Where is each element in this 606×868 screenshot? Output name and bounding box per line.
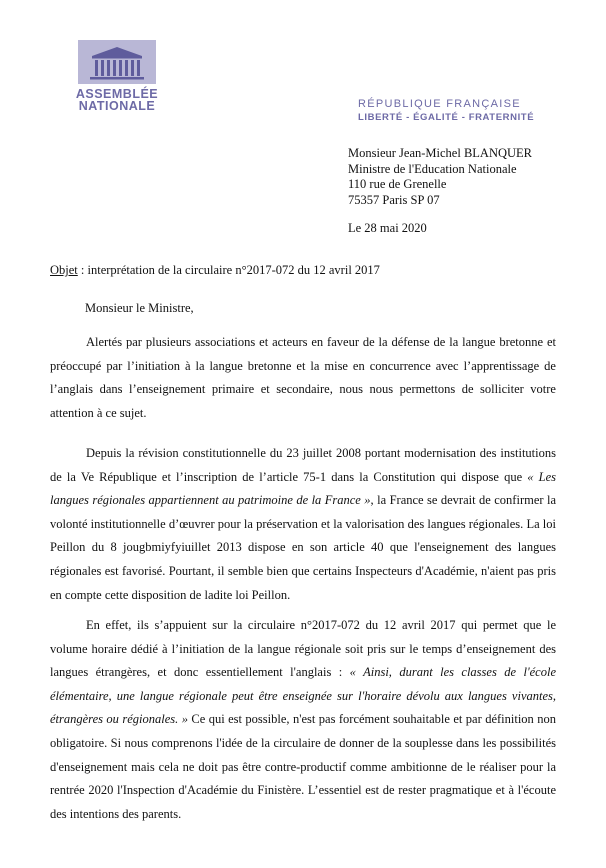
paragraph-2-text-a: Depuis la révision constitutionnelle du 23 juillet 2008 portant modernisation des institutions de la Ve République et l’inscription de l’article 75-1 dans la Constitution qui dispose que	[50, 446, 556, 484]
paragraph-3-text-b: Ce qui est possible, n'est pas forcément souhaitable et par définition non obligatoire. Si nous comprenons l'idée de la circulaire de donner de la souplesse dans les possibilités d'enseignement mais cela ne doit pas être contre-productif comme ambitionne de le réaliser pour la rentrée 2020 l'Inspection d'Académie du Finistère. L’essentiel est de rester pragmatique et à l'écoute des intentions des parents.	[50, 712, 556, 821]
subject-line	[50, 263, 380, 278]
logo-name-line1: ASSEMBLÉE	[75, 87, 159, 101]
logo-name-line2: NATIONALE	[78, 99, 156, 113]
logo-name	[72, 88, 162, 112]
paragraph-2	[50, 442, 556, 607]
paragraph-3-quote: « Ainsi, durant les classes de l'école élémentaire, une langue régionale peut être enseignée sur l'horaire dévolu aux langues vivantes, étrangères ou régionales. »	[50, 665, 556, 727]
paragraph-3	[50, 614, 556, 826]
letter-date: Le 28 mai 2020	[348, 221, 427, 235]
paragraph-1: Alertés par plusieurs associations et acteurs en faveur de la défense de la langue bretonne et préoccupé par l’initiation à la langue bretonne et la mise en concurrence avec l’apprentissage de l’anglais dans l’enseignement primaire et secondaire, nous nous permettons de solliciter votre attention à ce sujet.	[50, 335, 556, 420]
hemicycle-building-icon	[78, 40, 156, 84]
republique-header	[358, 98, 534, 124]
paragraph-3-text-a: En effet, ils s’appuient sur la circulaire n°2017-072 du 12 avril 2017 qui permet que le volume horaire dédié à l’initiation de la langue régionale soit pris sur le temps d’enseignement des langues étrangères, et donc essentiellement l'anglais :	[50, 618, 556, 680]
recipient-name: Monsieur Jean-Michel BLANQUER	[348, 146, 532, 160]
republique-name: RÉPUBLIQUE FRANÇAISE	[358, 98, 521, 110]
republique-motto: LIBERTÉ - ÉGALITÉ - FRATERNITÉ	[358, 112, 535, 123]
subject-text: : interprétation de la circulaire n°2017-072 du 12 avril 2017	[77, 263, 380, 277]
paragraph-2-text-b: , la France se devrait de confirmer la volonté institutionnelle d’œuvrer pour la préservation et la valorisation des langues régionales. La loi Peillon du 8 jougbmiyfyiuillet 2013 dispose en son article 40 que l'enseignement des langues régionales est favorisé. Pourtant, il semble bien que certains Inspecteurs d'Académie, n'aient pas pris en compte cette disposition de ladite loi Peillon.	[50, 493, 557, 602]
recipient-city: 75357 Paris SP 07	[348, 192, 440, 207]
assemblee-nationale-logo	[72, 40, 172, 112]
salutation: Monsieur le Ministre,	[85, 301, 194, 315]
subject-label: Objet	[50, 263, 78, 277]
recipient-street: 110 rue de Grenelle	[348, 177, 447, 191]
recipient-title: Ministre de l'Education Nationale	[348, 161, 517, 176]
recipient-address	[348, 146, 532, 208]
paragraph-2-quote: « Les langues régionales appartiennent au patrimoine de la France »	[50, 469, 556, 508]
